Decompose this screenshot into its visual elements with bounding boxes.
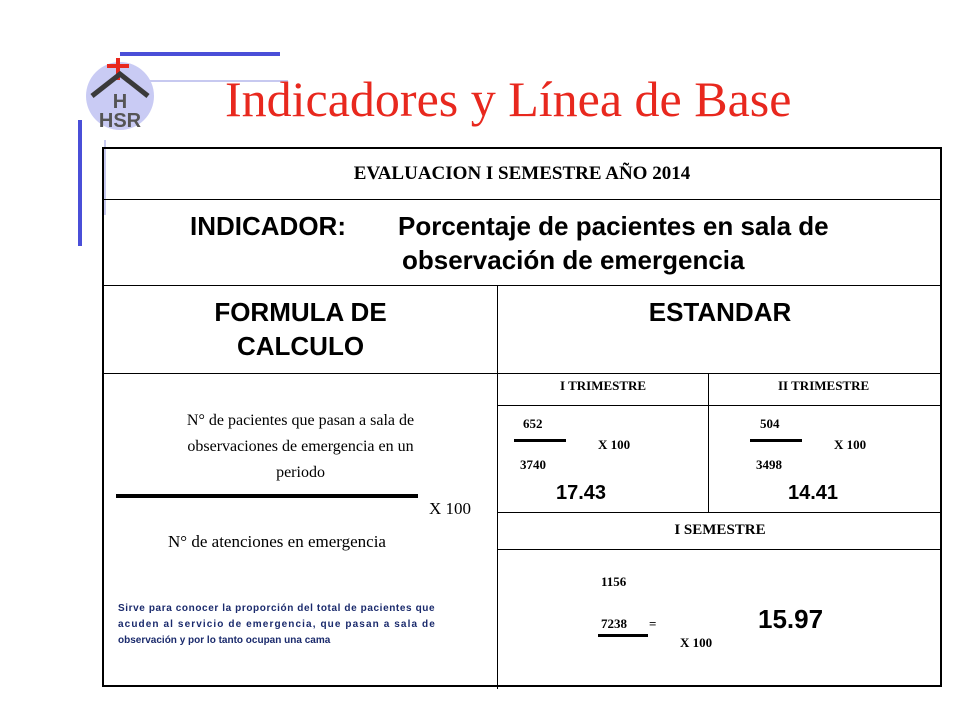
formula-header bbox=[104, 285, 497, 373]
formula-note-line3: observación y por lo tanto ocupan una cama bbox=[118, 635, 331, 646]
trimester1-numerator: 652 bbox=[523, 416, 543, 431]
formula-note-line2: acuden al servicio de emergencia, que pasan a sala de bbox=[118, 619, 436, 630]
standard-cell bbox=[498, 374, 942, 687]
trimester1-result: 17.43 bbox=[556, 482, 607, 504]
trimester2-multiplier: X 100 bbox=[834, 437, 867, 452]
svg-text:HSR: HSR bbox=[98, 110, 142, 132]
formula-multiplier: X 100 bbox=[429, 499, 472, 518]
semester-top-divider bbox=[498, 512, 942, 513]
trimester1-denominator: 3740 bbox=[520, 457, 546, 472]
semester-multiplier: X 100 bbox=[680, 635, 713, 650]
trimester2-numerator: 504 bbox=[760, 416, 780, 431]
trimester2-fraction-bar bbox=[750, 439, 802, 442]
semester-label-divider bbox=[498, 549, 942, 550]
trimester1-multiplier: X 100 bbox=[598, 437, 631, 452]
trimester2-result: 14.41 bbox=[788, 482, 839, 504]
formula-numerator-line2: observaciones de emergencia en un bbox=[187, 438, 414, 455]
semester-fraction-bar bbox=[598, 634, 648, 637]
standard-header bbox=[498, 285, 942, 373]
indicator-label: INDICADOR: bbox=[190, 211, 346, 241]
svg-text:H: H bbox=[112, 91, 128, 113]
formula-fraction-bar bbox=[116, 494, 418, 498]
semester-denominator: 7238 bbox=[601, 616, 627, 631]
formula-header-line1: FORMULA DE bbox=[214, 297, 387, 327]
semester-result: 15.97 bbox=[758, 604, 824, 634]
deco-line-left bbox=[78, 120, 82, 246]
semester-equals: = bbox=[649, 616, 657, 631]
formula-note-line1: Sirve para conocer la proporción del total de pacientes que bbox=[118, 603, 436, 614]
hsr-logo-icon bbox=[78, 52, 160, 134]
trimester2-denominator: 3498 bbox=[756, 457, 782, 472]
trimester2-label: II TRIMESTRE bbox=[778, 378, 870, 393]
indicator-text-line2: observación de emergencia bbox=[402, 245, 745, 275]
standard-header-label: ESTANDAR bbox=[648, 297, 792, 327]
trimester-header-divider bbox=[498, 405, 942, 406]
trimester-divider bbox=[708, 374, 709, 512]
semester-label: I SEMESTRE bbox=[674, 522, 766, 538]
trimester1-fraction-bar bbox=[514, 439, 566, 442]
formula-numerator-line3: periodo bbox=[276, 464, 325, 481]
formula-cell bbox=[104, 374, 497, 687]
semester-numerator: 1156 bbox=[601, 574, 627, 589]
slide-title: Indicadores y Línea de Base bbox=[225, 71, 792, 127]
formula-denominator: N° de atenciones en emergencia bbox=[168, 532, 386, 551]
indicator-row bbox=[104, 199, 940, 286]
indicator-table bbox=[102, 147, 942, 687]
formula-numerator-line1: N° de pacientes que pasan a sala de bbox=[186, 412, 415, 429]
formula-header-line2: CALCULO bbox=[236, 331, 365, 361]
indicator-text-line1: Porcentaje de pacientes en sala de bbox=[398, 211, 829, 241]
trimester1-label: I TRIMESTRE bbox=[560, 378, 647, 393]
evaluation-row: EVALUACION I SEMESTRE AÑO 2014 bbox=[104, 149, 940, 200]
